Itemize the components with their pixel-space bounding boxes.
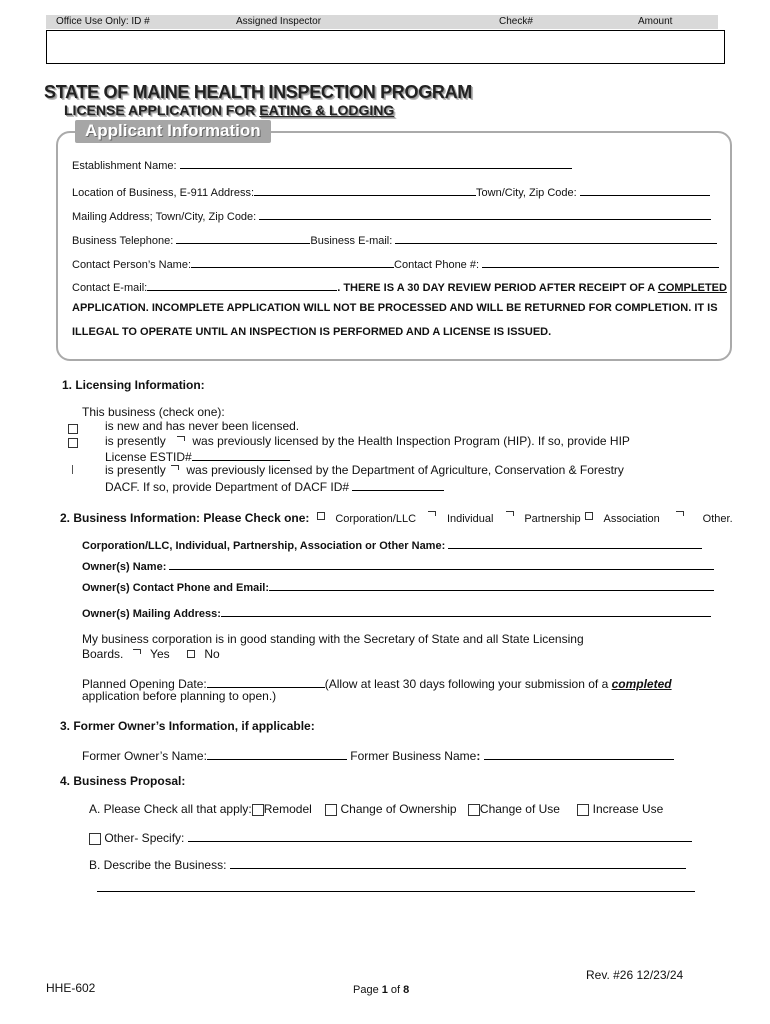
former-business-label: Former Business Name xyxy=(350,749,477,763)
contact-email-row xyxy=(72,278,727,294)
owner-mailing-row xyxy=(82,604,711,620)
entity-name-row xyxy=(82,536,702,552)
yes-checkbox[interactable] xyxy=(133,649,141,654)
page-subtitle xyxy=(64,102,394,118)
mailing-field[interactable] xyxy=(259,207,711,220)
s1-opt3-text: was previously licensed by the Department of Agriculture, Conservation & Forestry xyxy=(186,463,624,477)
change-use-label: Change of Use xyxy=(479,802,560,816)
s1-estid-field[interactable] xyxy=(192,448,290,461)
page-number xyxy=(353,984,409,996)
page-of: of xyxy=(387,984,404,996)
describe-field[interactable] xyxy=(230,856,686,869)
office-check-label: Check# xyxy=(499,16,533,27)
location-row xyxy=(72,183,710,199)
office-amount-label: Amount xyxy=(638,16,673,27)
location-field[interactable] xyxy=(254,183,476,196)
describe-label: B. Describe the Business: xyxy=(89,858,227,872)
owner-mailing-field[interactable] xyxy=(221,604,711,617)
s1-estid-label: License ESTID# xyxy=(105,450,192,464)
form-id: HHE-602 xyxy=(46,981,96,995)
s1-opt3-row xyxy=(105,463,624,477)
s1-opt2-row xyxy=(105,434,630,448)
opening-note: (Allow at least 30 days following your submission of a xyxy=(324,677,612,691)
association-checkbox[interactable] xyxy=(585,512,593,520)
mailing-row xyxy=(72,207,711,223)
former-owner-field[interactable] xyxy=(207,747,347,760)
owners-field[interactable] xyxy=(169,557,714,570)
office-id-label: Office Use Only: ID # xyxy=(56,16,150,27)
change-ownership-label: Change of Ownership xyxy=(340,802,457,816)
contact-email-label: Contact E-mail: xyxy=(72,282,148,294)
establishment-row xyxy=(72,156,572,172)
town-field[interactable] xyxy=(580,183,710,196)
office-inspector-label: Assigned Inspector xyxy=(236,16,322,27)
proposal-row xyxy=(89,802,663,816)
other-specify-field[interactable] xyxy=(188,829,692,842)
page-current: 1 xyxy=(381,984,388,996)
page-total: 8 xyxy=(403,984,410,996)
opening-date-field[interactable] xyxy=(207,675,325,688)
association-label: Association xyxy=(603,513,660,525)
owner-contact-label: Owner(s) Contact Phone and Email: xyxy=(82,582,270,594)
partnership-label: Partnership xyxy=(524,513,581,525)
contact-phone-label: Contact Phone #: xyxy=(394,259,480,271)
s1-dacf-label: DACF. If so, provide Department of DACF ID# xyxy=(105,480,350,494)
former-owner-label: Former Owner’s Name: xyxy=(82,749,207,763)
individual-checkbox[interactable] xyxy=(428,511,436,516)
email-label: Business E-mail: xyxy=(310,235,393,247)
entity-name-label: Corporation/LLC, Individual, Partnership, Association or Other Name: xyxy=(82,540,446,552)
s1-estid-row xyxy=(105,448,290,464)
phone-row xyxy=(72,231,717,247)
change-use-checkbox[interactable] xyxy=(468,804,480,816)
email-field[interactable] xyxy=(395,231,717,244)
s2-heading: 2. Business Information: Please Check one: xyxy=(60,511,310,525)
former-business-field[interactable] xyxy=(484,747,674,760)
phone-label: Business Telephone: xyxy=(72,235,174,247)
owner-contact-field[interactable] xyxy=(269,578,714,591)
mailing-label: Mailing Address; Town/City, Zip Code: xyxy=(72,211,257,223)
no-label: No xyxy=(204,647,220,661)
s1-opt3-checkbox[interactable] xyxy=(72,465,73,474)
page-label: Page xyxy=(353,984,382,996)
yes-label: Yes xyxy=(150,647,170,661)
former-row xyxy=(82,747,674,763)
s1-opt3-presently: is presently xyxy=(105,463,166,477)
s1-opt2-text: was previously licensed by the Health Inspection Program (HIP). If so, provide HIP xyxy=(192,434,630,448)
subtitle-prefix: LICENSE APPLICATION FOR xyxy=(64,102,260,118)
former-business-colon: : xyxy=(476,749,481,763)
describe-row xyxy=(89,856,686,872)
remodel-checkbox[interactable] xyxy=(252,804,264,816)
town-label: Town/City, Zip Code: xyxy=(476,187,577,199)
opening-label: Planned Opening Date: xyxy=(82,677,207,691)
change-ownership-checkbox[interactable] xyxy=(325,804,337,816)
no-checkbox[interactable] xyxy=(187,650,195,658)
corporation-checkbox[interactable] xyxy=(317,512,325,520)
opening-note-2: application before planning to open.) xyxy=(82,689,277,703)
notice-line-1: . THERE IS A 30 DAY REVIEW PERIOD AFTER RECEIPT OF A xyxy=(337,282,658,294)
notice-completed: COMPLETED xyxy=(657,282,727,294)
s1-intro: This business (check one): xyxy=(82,405,225,419)
applicant-info-tab: Applicant Information xyxy=(75,120,271,143)
notice-line-2: APPLICATION. INCOMPLETE APPLICATION WILL NOT BE PROCESSED AND WILL BE RETURNED FOR COMPLETION. IT IS xyxy=(72,302,718,314)
other-checkbox[interactable] xyxy=(676,511,684,516)
notice-line-3: ILLEGAL TO OPERATE UNTIL AN INSPECTION IS PERFORMED AND A LICENSE IS ISSUED. xyxy=(72,326,552,338)
standing-line-1: My business corporation is in good standing with the Secretary of State and all State Licensing xyxy=(82,632,584,646)
s1-opt1-checkbox[interactable] xyxy=(68,424,78,434)
s1-opt1: is new and has never been licensed. xyxy=(105,419,300,433)
s2-heading-row xyxy=(60,509,733,527)
increase-use-checkbox[interactable] xyxy=(577,804,589,816)
s1-opt2-checkbox[interactable] xyxy=(68,438,78,448)
partnership-checkbox[interactable] xyxy=(506,511,514,516)
s1-opt2-previously-checkbox[interactable] xyxy=(177,436,185,441)
owner-contact-row xyxy=(82,578,714,594)
owners-row xyxy=(82,557,714,573)
standing-boards: Boards. xyxy=(82,647,124,661)
revision: Rev. #26 12/23/24 xyxy=(586,968,684,982)
s1-opt3-previously-checkbox[interactable] xyxy=(171,465,179,470)
increase-use-label: Increase Use xyxy=(592,802,664,816)
other-specify-label: Other- Specify: xyxy=(104,831,185,845)
s4-heading: 4. Business Proposal: xyxy=(60,774,186,788)
entity-name-field[interactable] xyxy=(448,536,702,549)
standing-row xyxy=(82,647,220,661)
proposal-label: A. Please Check all that apply: xyxy=(89,802,252,816)
office-use-box[interactable] xyxy=(46,30,725,64)
contact-phone-field[interactable] xyxy=(482,255,719,268)
contact-row xyxy=(72,255,719,271)
location-label: Location of Business, E-911 Address: xyxy=(72,187,255,199)
other-specify-row xyxy=(89,829,692,845)
s1-dacf-row xyxy=(105,478,444,494)
contact-email-field[interactable] xyxy=(147,278,337,291)
page-title: STATE OF MAINE HEALTH INSPECTION PROGRAM xyxy=(44,82,472,102)
individual-label: Individual xyxy=(446,513,494,525)
contact-name-label: Contact Person’s Name: xyxy=(72,259,192,271)
other-label: Other. xyxy=(702,513,733,525)
owner-mailing-label: Owner(s) Mailing Address: xyxy=(82,608,221,620)
phone-field[interactable] xyxy=(176,231,310,244)
corporation-label: Corporation/LLC xyxy=(335,513,417,525)
describe-field-line-2[interactable] xyxy=(97,891,695,892)
s1-heading: 1. Licensing Information: xyxy=(62,378,205,392)
s1-opt2-presently: is presently xyxy=(105,434,166,448)
opening-completed: completed xyxy=(611,677,672,691)
subtitle-underlined: EATING & LODGING xyxy=(259,102,395,118)
remodel-label: Remodel xyxy=(263,802,312,816)
establishment-field[interactable] xyxy=(180,156,572,169)
owners-label: Owner(s) Name: xyxy=(82,561,167,573)
establishment-label: Establishment Name: xyxy=(72,160,177,172)
contact-name-field[interactable] xyxy=(191,255,394,268)
s3-heading: 3. Former Owner’s Information, if applicable: xyxy=(60,719,315,733)
other-specify-checkbox[interactable] xyxy=(89,833,101,845)
s1-dacf-field[interactable] xyxy=(352,478,444,491)
